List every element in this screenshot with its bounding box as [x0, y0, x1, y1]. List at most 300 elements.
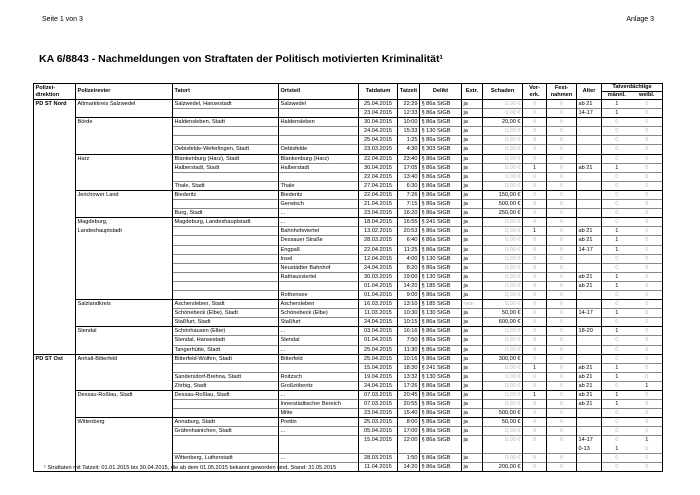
cell-tatort: Burg, Stadt	[173, 209, 279, 218]
cell-festnahmen: 0	[547, 136, 577, 145]
cell-direktion	[34, 363, 76, 372]
cell-direktion	[34, 418, 76, 427]
cell-alter: ab 21	[577, 281, 602, 290]
cell-vorerk: 0	[523, 354, 547, 363]
cell-vorerk: 0	[523, 318, 547, 327]
cell-extr: ja	[462, 127, 483, 136]
cell-tatort	[173, 363, 279, 372]
cell-tatzeit: 6:40	[398, 236, 420, 245]
cell-ortsteil: ...	[279, 427, 359, 436]
cell-festnahmen: 0	[547, 354, 577, 363]
cell-festnahmen: 0	[547, 272, 577, 281]
cell-tatzeit: 12:33	[398, 109, 420, 118]
cell-ortsteil: Thale	[279, 181, 359, 190]
cell-revier: Börde	[76, 118, 173, 127]
cell-weibl: 1	[632, 381, 663, 390]
cell-festnahmen: 0	[547, 245, 577, 254]
cell-vorerk: 0	[523, 145, 547, 154]
cell-alter	[577, 290, 602, 299]
cell-festnahmen: 0	[547, 427, 577, 436]
cell-schaden: 0,00 €	[483, 272, 523, 281]
cell-direktion	[34, 190, 76, 199]
cell-extr: ja	[462, 281, 483, 290]
cell-vorerk: 0	[523, 209, 547, 218]
cell-delikt: § 86a StGB	[420, 227, 462, 236]
cell-schaden: 50,00 €	[483, 418, 523, 427]
cell-festnahmen: 0	[547, 363, 577, 372]
cell-tatdatum: 24.04.2015	[359, 381, 398, 390]
table-row	[34, 336, 663, 345]
cell-direktion	[34, 163, 76, 172]
cell-maennl: 0	[602, 218, 632, 227]
cell-maennl: 0	[602, 418, 632, 427]
cell-tatzeit: 13:32	[398, 372, 420, 381]
cell-tatzeit: 1:50	[398, 453, 420, 462]
cell-schaden: 0,00 €	[483, 227, 523, 236]
cell-tatzeit: 10:30	[398, 309, 420, 318]
cell-delikt: § 130 StGB	[420, 254, 462, 263]
cell-revier: Dessau-Roßlau, Stadt	[76, 391, 173, 400]
cell-schaden: 0,00 €	[483, 300, 523, 309]
cell-revier	[76, 281, 173, 290]
cell-direktion	[34, 427, 76, 436]
cell-ortsteil: ...	[279, 453, 359, 462]
cell-alter	[577, 172, 602, 181]
cell-alter: ab 21	[577, 163, 602, 172]
cell-extr: ja	[462, 100, 483, 109]
cell-ortsteil: Großzöberitz	[279, 381, 359, 390]
cell-revier	[76, 445, 173, 454]
cell-tatzeit: 6:30	[398, 181, 420, 190]
cell-maennl: 0	[602, 254, 632, 263]
cell-direktion	[34, 236, 76, 245]
cell-maennl: 0	[602, 118, 632, 127]
cell-extr: ja	[462, 154, 483, 163]
cell-tatdatum: 07.03.2015	[359, 400, 398, 409]
cell-ortsteil: ...	[279, 218, 359, 227]
cell-weibl: 0	[632, 118, 663, 127]
cell-maennl: 0	[602, 290, 632, 299]
cell-maennl: 0	[602, 345, 632, 354]
cell-alter: ab 21	[577, 400, 602, 409]
cell-tatdatum: 24.04.2015	[359, 263, 398, 272]
cell-ortsteil: Aschersleben	[279, 300, 359, 309]
cell-direktion	[34, 453, 76, 462]
cell-delikt: § 86a StGB	[420, 263, 462, 272]
cell-maennl: 0	[602, 181, 632, 190]
cell-direktion	[34, 300, 76, 309]
cell-delikt: § 86a StGB	[420, 391, 462, 400]
cell-weibl: 0	[632, 127, 663, 136]
cell-tatort	[173, 254, 279, 263]
cell-alter	[577, 254, 602, 263]
annex-label: Anlage 3	[626, 16, 654, 23]
col-festnahmen: Fest-nahmen	[547, 84, 577, 100]
cell-vorerk: 0	[523, 345, 547, 354]
cell-revier	[76, 163, 173, 172]
cell-tatort: Oebisfelde-Weferlingen, Stadt	[173, 145, 279, 154]
cell-maennl: 0	[602, 190, 632, 199]
cell-maennl: 1	[602, 109, 632, 118]
cell-tatdatum: 16.03.2015	[359, 300, 398, 309]
cell-maennl: 1	[602, 372, 632, 381]
table-row	[34, 100, 663, 109]
cell-direktion	[34, 136, 76, 145]
cell-festnahmen: 0	[547, 281, 577, 290]
cell-weibl: 0	[632, 218, 663, 227]
cell-maennl: 0	[602, 209, 632, 218]
cell-tatzeit: 22:29	[398, 100, 420, 109]
table-row	[34, 190, 663, 199]
cell-tatdatum: 28.03.2015	[359, 236, 398, 245]
cell-alter	[577, 427, 602, 436]
cell-tatdatum: 01.04.2015	[359, 281, 398, 290]
cell-maennl: 1	[602, 163, 632, 172]
cell-tatzeit	[398, 445, 420, 454]
cell-extr: ja	[462, 391, 483, 400]
cell-maennl: 0	[602, 318, 632, 327]
col-tatverdaechtige: Tatverdächtige	[602, 84, 663, 92]
cell-schaden: 0,00 €	[483, 436, 523, 445]
table-row	[34, 436, 663, 445]
cell-weibl: 0	[632, 336, 663, 345]
cell-direktion	[34, 409, 76, 418]
cell-direktion: PD ST Ost	[34, 354, 76, 363]
cell-vorerk: 0	[523, 181, 547, 190]
cell-tatdatum: 25.04.2015	[359, 136, 398, 145]
cell-tatzeit: 8:00	[398, 418, 420, 427]
col-alter: Alter	[577, 84, 602, 100]
cell-tatdatum: 22.04.2015	[359, 154, 398, 163]
cell-weibl: 0	[632, 391, 663, 400]
cell-revier	[76, 381, 173, 390]
cell-direktion	[34, 309, 76, 318]
cell-revier	[76, 145, 173, 154]
cell-revier: Landeshauptstadt	[76, 227, 173, 236]
cell-delikt: § 86a StGB	[420, 172, 462, 181]
cell-tatzeit: 11:25	[398, 245, 420, 254]
cell-festnahmen: 0	[547, 418, 577, 427]
cell-revier	[76, 290, 173, 299]
cell-tatdatum: 25.04.2015	[359, 354, 398, 363]
cell-tatort	[173, 200, 279, 209]
cell-weibl: 0	[632, 462, 663, 471]
cell-delikt: § 86a StGB	[420, 181, 462, 190]
cell-festnahmen: 0	[547, 127, 577, 136]
cell-delikt: § 86a StGB	[420, 345, 462, 354]
cell-schaden: 0,00 €	[483, 453, 523, 462]
cell-festnahmen: 0	[547, 218, 577, 227]
cell-maennl: 0	[602, 263, 632, 272]
cell-festnahmen: 0	[547, 263, 577, 272]
cell-ortsteil: Blankenburg (Harz)	[279, 154, 359, 163]
cell-weibl: 0	[632, 190, 663, 199]
cell-vorerk: 0	[523, 236, 547, 245]
cell-festnahmen: 0	[547, 372, 577, 381]
cell-tatzeit: 17:05	[398, 163, 420, 172]
table-row	[34, 236, 663, 245]
cell-festnahmen: 0	[547, 100, 577, 109]
cell-maennl: 0	[602, 336, 632, 345]
cell-maennl: 0	[602, 462, 632, 471]
cell-direktion	[34, 391, 76, 400]
cell-weibl: 0	[632, 290, 663, 299]
cell-festnahmen: 0	[547, 190, 577, 199]
cell-tatort	[173, 227, 279, 236]
cell-alter: 0-13	[577, 445, 602, 454]
cell-tatort: Sandersdorf-Brehna, Stadt	[173, 372, 279, 381]
cell-vorerk: 0	[523, 290, 547, 299]
cell-schaden: 150,00 €	[483, 190, 523, 199]
cell-maennl: 1	[602, 400, 632, 409]
table-row	[34, 372, 663, 381]
table-row	[34, 227, 663, 236]
cell-vorerk: 0	[523, 136, 547, 145]
table-row	[34, 145, 663, 154]
cell-tatort	[173, 290, 279, 299]
cell-vorerk: 0	[523, 281, 547, 290]
cell-alter: ab 21	[577, 391, 602, 400]
cell-tatdatum: 23.04.2015	[359, 209, 398, 218]
cell-vorerk: 0	[523, 436, 547, 445]
cell-festnahmen: 0	[547, 290, 577, 299]
cell-revier: Harz	[76, 154, 173, 163]
cell-ortsteil: Rathausviertel	[279, 272, 359, 281]
cell-delikt: § 86a StGB	[420, 354, 462, 363]
cell-weibl: 0	[632, 418, 663, 427]
cell-alter: 18-20	[577, 327, 602, 336]
cell-direktion	[34, 227, 76, 236]
cell-festnahmen: 0	[547, 163, 577, 172]
cell-festnahmen: 0	[547, 209, 577, 218]
cell-revier	[76, 127, 173, 136]
cell-ortsteil: ...	[279, 391, 359, 400]
cell-tatdatum: 22.04.2015	[359, 190, 398, 199]
cell-direktion	[34, 372, 76, 381]
cell-maennl: 0	[602, 409, 632, 418]
cell-maennl: 1	[602, 309, 632, 318]
col-delikt: Delikt	[420, 84, 462, 100]
cell-festnahmen: 0	[547, 227, 577, 236]
cell-delikt: § 130 StGB	[420, 272, 462, 281]
cell-extr: ja	[462, 272, 483, 281]
cell-alter	[577, 263, 602, 272]
cell-direktion	[34, 336, 76, 345]
cell-tatort: Aschersleben, Stadt	[173, 300, 279, 309]
cell-tatdatum: 25.04.2015	[359, 100, 398, 109]
cell-weibl: 0	[632, 345, 663, 354]
cell-maennl: 0	[602, 172, 632, 181]
cell-maennl: 0	[602, 453, 632, 462]
cell-tatdatum: 15.04.2015	[359, 363, 398, 372]
cell-direktion	[34, 172, 76, 181]
cell-schaden: 0,00 €	[483, 427, 523, 436]
table-row	[34, 154, 663, 163]
footnote: ¹ Straftaten mit Tatzeit: 01.01.2015 bis 30.04.2015, die ab dem 01.05.2015 bekannt geworden sind. Stand: 31.05.2015	[44, 465, 337, 471]
cell-schaden: 250,00 €	[483, 209, 523, 218]
cell-tatort: Haldensleben, Stadt	[173, 118, 279, 127]
cell-ortsteil: Schönebeck (Elbe)	[279, 309, 359, 318]
cell-maennl: 0	[602, 300, 632, 309]
cell-tatdatum: 15.04.2015	[359, 436, 398, 445]
cell-festnahmen: 0	[547, 436, 577, 445]
cell-tatort: Salzwedel, Hansestadt	[173, 100, 279, 109]
col-maennl: männl.	[602, 92, 632, 100]
cell-ortsteil: Oebisfelde	[279, 145, 359, 154]
table-row	[34, 418, 663, 427]
cell-delikt: § 86a StGB	[420, 154, 462, 163]
cell-festnahmen: 0	[547, 345, 577, 354]
cell-tatdatum: 24.04.2015	[359, 318, 398, 327]
cell-extr: ja	[462, 427, 483, 436]
cell-direktion	[34, 254, 76, 263]
cell-schaden: 0,00 €	[483, 172, 523, 181]
col-ortsteil: Ortsteil	[279, 84, 359, 100]
cell-weibl: 0	[632, 372, 663, 381]
cell-ortsteil: Gerwisch	[279, 200, 359, 209]
cell-tatort	[173, 245, 279, 254]
cell-tatort	[173, 109, 279, 118]
cell-alter: ab 21	[577, 227, 602, 236]
cell-tatdatum: 23.04.2015	[359, 109, 398, 118]
cell-extr: ja	[462, 381, 483, 390]
cell-tatort	[173, 409, 279, 418]
cell-tatdatum: 24.04.2015	[359, 127, 398, 136]
cell-alter	[577, 190, 602, 199]
cell-schaden: 0,00 €	[483, 372, 523, 381]
cell-tatort: Bitterfeld-Wolfen, Stadt	[173, 354, 279, 363]
cell-weibl: 0	[632, 427, 663, 436]
cell-festnahmen: 0	[547, 172, 577, 181]
cell-maennl: 1	[602, 327, 632, 336]
cell-alter	[577, 409, 602, 418]
cell-revier	[76, 345, 173, 354]
cell-schaden: 0,00 €	[483, 363, 523, 372]
cell-ortsteil: ...	[279, 345, 359, 354]
table-row	[34, 200, 663, 209]
cell-maennl: 0	[602, 427, 632, 436]
cell-extr: ja	[462, 200, 483, 209]
cell-delikt: § 86a StGB	[420, 336, 462, 345]
cell-vorerk: 0	[523, 118, 547, 127]
cell-vorerk: 0	[523, 372, 547, 381]
table-row	[34, 118, 663, 127]
cell-extr: ja	[462, 418, 483, 427]
cell-schaden: 0,00 €	[483, 136, 523, 145]
cell-maennl: 0	[602, 145, 632, 154]
cell-extr: ja	[462, 145, 483, 154]
cell-revier	[76, 181, 173, 190]
cell-weibl: 0	[632, 363, 663, 372]
cell-extr: ja	[462, 209, 483, 218]
cell-vorerk: 0	[523, 100, 547, 109]
cell-tatort	[173, 172, 279, 181]
cell-delikt: § 86a StGB	[420, 200, 462, 209]
cell-revier	[76, 272, 173, 281]
cell-tatdatum: 03.04.2015	[359, 327, 398, 336]
cell-direktion	[34, 218, 76, 227]
cell-alter	[577, 336, 602, 345]
cell-schaden: 0,00 €	[483, 236, 523, 245]
cell-weibl: 0	[632, 245, 663, 254]
cell-weibl: 0	[632, 263, 663, 272]
cell-alter	[577, 345, 602, 354]
cell-alter	[577, 145, 602, 154]
cell-vorerk: 0	[523, 154, 547, 163]
cell-vorerk: 0	[523, 381, 547, 390]
cell-weibl: 0	[632, 309, 663, 318]
cell-maennl: 1	[602, 391, 632, 400]
cell-tatdatum: 05.04.2015	[359, 427, 398, 436]
cell-extr: ja	[462, 318, 483, 327]
cell-maennl: 0	[602, 154, 632, 163]
cell-tatort: Thale, Stadt	[173, 181, 279, 190]
cell-revier	[76, 336, 173, 345]
cell-direktion	[34, 181, 76, 190]
cell-direktion	[34, 318, 76, 327]
cell-festnahmen: 0	[547, 381, 577, 390]
cell-alter	[577, 453, 602, 462]
cell-alter: ab 21	[577, 236, 602, 245]
cell-delikt: § 86a StGB	[420, 290, 462, 299]
cell-revier	[76, 453, 173, 462]
cell-ortsteil	[279, 363, 359, 372]
cell-extr: ja	[462, 462, 483, 471]
col-tatdatum: Tatdatum	[359, 84, 398, 100]
cell-tatort	[173, 281, 279, 290]
cell-tatzeit: 15:40	[398, 409, 420, 418]
cell-weibl: 0	[632, 181, 663, 190]
table-row	[34, 354, 663, 363]
col-direktion: Polizei-direktion	[34, 84, 76, 100]
crime-table	[33, 83, 663, 472]
cell-revier	[76, 109, 173, 118]
cell-direktion	[34, 118, 76, 127]
cell-tatdatum: 30.04.2015	[359, 118, 398, 127]
cell-vorerk: 0	[523, 127, 547, 136]
table-row	[34, 254, 663, 263]
cell-delikt	[420, 445, 462, 454]
cell-festnahmen: 0	[547, 254, 577, 263]
cell-tatzeit: 7:15	[398, 200, 420, 209]
cell-alter	[577, 218, 602, 227]
cell-tatort	[173, 400, 279, 409]
cell-alter	[577, 354, 602, 363]
cell-ortsteil: Bahnhofsviertel	[279, 227, 359, 236]
cell-delikt: § 86a StGB	[420, 436, 462, 445]
cell-tatort	[173, 445, 279, 454]
cell-tatzeit: 7:50	[398, 336, 420, 345]
cell-direktion	[34, 345, 76, 354]
table-row	[34, 318, 663, 327]
cell-weibl: 0	[632, 400, 663, 409]
cell-tatzeit: 20:45	[398, 391, 420, 400]
cell-delikt: § 241 StGB	[420, 363, 462, 372]
cell-tatdatum: 11.04.2015	[359, 462, 398, 471]
cell-ortsteil: Roitzsch	[279, 372, 359, 381]
cell-tatzeit: 1:25	[398, 136, 420, 145]
cell-vorerk: 0	[523, 172, 547, 181]
col-vorerk: Vor-erk.	[523, 84, 547, 100]
col-revier: Polizeirevier	[76, 84, 173, 100]
cell-tatdatum: 30.04.2015	[359, 163, 398, 172]
cell-tatdatum: 25.03.2015	[359, 418, 398, 427]
cell-vorerk	[523, 445, 547, 454]
cell-direktion	[34, 127, 76, 136]
cell-extr: ja	[462, 190, 483, 199]
cell-ortsteil: Haldensleben	[279, 118, 359, 127]
cell-ortsteil: Innerstädtischer Bereich	[279, 400, 359, 409]
